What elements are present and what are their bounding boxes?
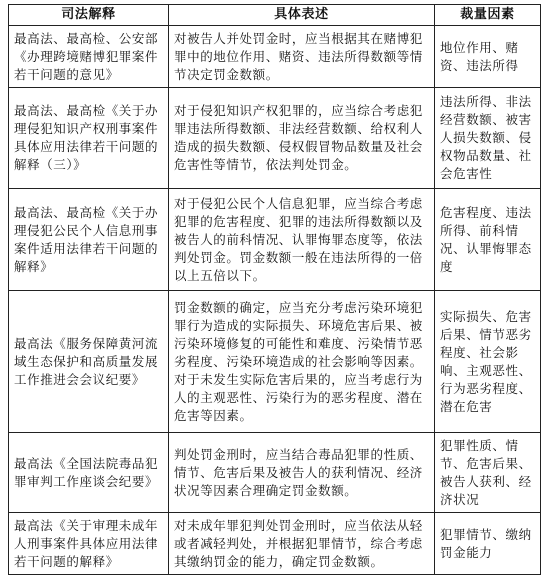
cell-content: 判处罚金刑时，应当结合毒品犯罪的性质、情节、危害后果及被告人的获利情况、经济状况等因素合理确定罚金数额。	[169, 433, 435, 513]
cell-content: 罚金数额的确定，应当充分考虑污染环境犯罪行为造成的实际损失、环境危害后果、被污染环境修复的可能性和难度、污染情节恶劣程度、污染环境造成的社会影响等因素。对于未发生实际危害后果的，应当考虑行为人的主观恶性、污染行为的恶劣程度、潜在危害等因素。	[169, 291, 435, 433]
header-row	[9, 5, 541, 26]
cell-factors: 地位作用、赌资、违法所得	[435, 26, 541, 88]
cell-content: 对未成年罪犯判处罚金刑时，应当依法从轻或者减轻判处，并根据犯罪情节，综合考虑其缴纳罚金的能力，确定罚金数额。	[169, 513, 435, 575]
cell-source: 最高法、最高检《关于办理侵犯知识产权刑事案件具体应用法律若干问题的解释（三）》	[9, 88, 169, 189]
table-row	[9, 433, 541, 513]
table-row	[9, 513, 541, 575]
cell-factors: 犯罪情节、缴纳罚金能力	[435, 513, 541, 575]
cell-content: 对于侵犯公民个人信息犯罪，应当综合考虑犯罪的危害程度、犯罪的违法所得数额以及被告人的前科情况、认罪悔罪态度等，依法判处罚金。罚金数额一般在违法所得的一倍以上五倍以下。	[169, 189, 435, 291]
cell-source: 最高法《服务保障黄河流域生态保护和高质量发展工作推进会会议纪要》	[9, 291, 169, 433]
cell-source: 最高法《全国法院毒品犯罪审判工作座谈会纪要》	[9, 433, 169, 513]
cell-source: 最高法、最高检、公安部《办理跨境赌博犯罪案件若干问题的意见》	[9, 26, 169, 88]
header-content: 具体表述	[169, 5, 435, 26]
table-row	[9, 88, 541, 189]
table-body	[9, 26, 541, 575]
table-header	[9, 5, 541, 26]
cell-content: 对被告人并处罚金时，应当根据其在赌博犯罪中的地位作用、赌资、违法所得数额等情节决定罚金数额。	[169, 26, 435, 88]
cell-factors: 违法所得、非法经营数额、被害人损失数额、侵权物品数量、社会危害性	[435, 88, 541, 189]
cell-factors: 实际损失、危害后果、情节恶劣程度、社会影响、主观恶性、行为恶劣程度、潜在危害	[435, 291, 541, 433]
judicial-interpretation-table	[8, 4, 541, 575]
cell-factors: 犯罪性质、情节、危害后果、被告人获利、经济状况	[435, 433, 541, 513]
cell-source: 最高法、最高检《关于办理侵犯公民个人信息刑事案件适用法律若干问题的解释》	[9, 189, 169, 291]
table-row	[9, 26, 541, 88]
cell-content: 对于侵犯知识产权犯罪的，应当综合考虑犯罪违法所得数额、非法经营数额、给权利人造成的损失数额、侵权假冒物品数量及社会危害性等情节，依法判处罚金。	[169, 88, 435, 189]
header-source: 司法解释	[9, 5, 169, 26]
header-factors: 裁量因素	[435, 5, 541, 26]
table-row	[9, 291, 541, 433]
cell-factors: 危害程度、违法所得、前科情况、认罪悔罪态度	[435, 189, 541, 291]
cell-source: 最高法《关于审理未成年人刑事案件具体应用法律若干问题的解释》	[9, 513, 169, 575]
table-row	[9, 189, 541, 291]
